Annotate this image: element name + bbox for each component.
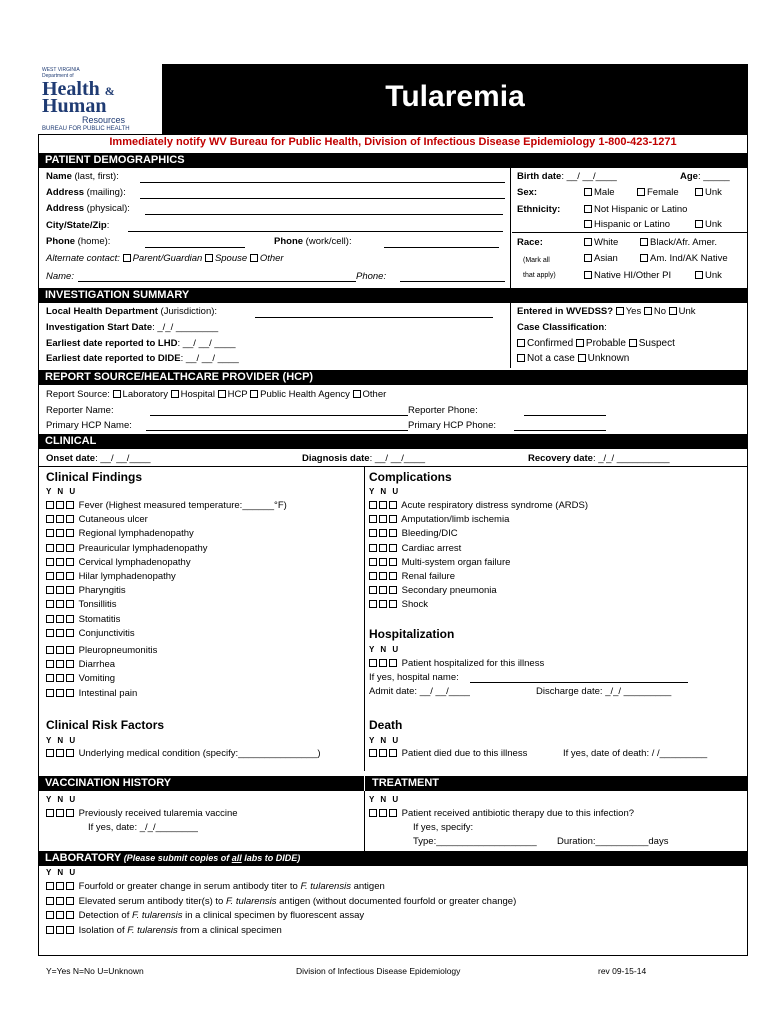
hospital-name-label: If yes, hospital name: xyxy=(369,672,459,683)
wvedss-no-checkbox[interactable] xyxy=(644,307,652,315)
unk-checkbox[interactable] xyxy=(66,674,74,682)
birth-date[interactable]: Birth date: __/ __/____ xyxy=(517,171,617,182)
yes-checkbox[interactable] xyxy=(46,660,54,668)
notify-notice: Immediately notify WV Bureau for Public Health, Division of Infectious Disease Epidemiology 1-800-423-1271 xyxy=(109,136,677,148)
unk-checkbox[interactable] xyxy=(66,600,74,608)
lab-criteria-row[interactable] xyxy=(46,881,385,892)
no-checkbox[interactable] xyxy=(56,689,64,697)
lhd-field[interactable] xyxy=(255,317,493,318)
complication-row[interactable] xyxy=(369,599,428,610)
reporter-name-label: Reporter Name: xyxy=(46,405,114,416)
clinical-finding-label: Tonsillitis xyxy=(78,599,117,611)
no-checkbox[interactable] xyxy=(56,615,64,623)
clinical-finding-label: Regional lymphadenopathy xyxy=(78,528,194,540)
logo-bureau: BUREAU FOR PUBLIC HEALTH xyxy=(42,126,130,132)
alt-name-label: Name: xyxy=(46,271,74,282)
yes-checkbox[interactable] xyxy=(369,586,377,594)
phone-cell-label: Phone (work/cell): xyxy=(274,236,352,247)
clinical-finding-row[interactable] xyxy=(46,659,115,670)
wvedss-unk-checkbox[interactable] xyxy=(669,307,677,315)
primary-hcp-name-label: Primary HCP Name: xyxy=(46,420,132,431)
name-field[interactable] xyxy=(140,182,505,183)
yes-checkbox[interactable] xyxy=(46,529,54,537)
hospitalization-ynu-header: Y N U xyxy=(369,645,401,654)
primary-hcp-phone-field[interactable] xyxy=(514,430,606,431)
section-laboratory: LABORATORY (Please submit copies of all labs to DIDE) xyxy=(38,851,748,866)
unk-checkbox[interactable] xyxy=(66,544,74,552)
title-banner xyxy=(162,64,748,134)
yes-checkbox[interactable] xyxy=(46,558,54,566)
clinical-finding-row[interactable] xyxy=(46,688,137,699)
no-checkbox[interactable] xyxy=(56,572,64,580)
clinical-finding-row[interactable] xyxy=(46,514,148,525)
no-checkbox[interactable] xyxy=(56,882,64,890)
lab-text-b: F. tularensis xyxy=(127,924,178,936)
yes-checkbox[interactable] xyxy=(369,529,377,537)
no-checkbox[interactable] xyxy=(379,558,387,566)
complications-ynu-header: Y N U xyxy=(369,487,401,496)
unk-checkbox[interactable] xyxy=(66,882,74,890)
yes-checkbox[interactable] xyxy=(46,882,54,890)
clinical-finding-label: Pleuropneumonitis xyxy=(78,645,158,656)
yes-checkbox[interactable] xyxy=(369,515,377,523)
unk-checkbox[interactable] xyxy=(66,615,74,623)
vaccine-date[interactable]: If yes, date: _/_/________ xyxy=(88,822,198,833)
treatment-ynu-header: Y N U xyxy=(369,795,401,804)
investigation-start-date[interactable]: Investigation Start Date: _/_/ ________ xyxy=(46,322,219,333)
unk-checkbox[interactable] xyxy=(66,926,74,934)
lab-criteria-row[interactable] xyxy=(46,925,282,936)
laboratory-checkbox[interactable] xyxy=(113,390,121,398)
lab-text-c: from a clinical specimen xyxy=(177,924,282,936)
section-clinical: CLINICAL xyxy=(38,434,748,449)
clinical-finding-label: Stomatitis xyxy=(78,613,121,625)
complication-label: Amputation/limb ischemia xyxy=(401,514,510,526)
phone-cell-field[interactable] xyxy=(384,247,499,248)
no-checkbox[interactable] xyxy=(56,501,64,509)
unk-checkbox[interactable] xyxy=(389,544,397,552)
clinical-finding-row[interactable] xyxy=(46,645,157,656)
no-checkbox[interactable] xyxy=(56,926,64,934)
not-a-case-checkbox[interactable] xyxy=(517,354,525,362)
clinical-finding-row[interactable] xyxy=(46,528,194,539)
spouse-checkbox[interactable] xyxy=(205,254,213,262)
yes-checkbox[interactable] xyxy=(46,501,54,509)
unk-checkbox[interactable] xyxy=(389,501,397,509)
yes-checkbox[interactable] xyxy=(46,897,54,905)
complication-row[interactable] xyxy=(369,585,497,596)
sex-female[interactable]: Female xyxy=(637,187,679,198)
age[interactable]: Age: _____ xyxy=(680,171,730,182)
diagnosis-date[interactable]: Diagnosis date: __/ __/____ xyxy=(302,453,426,464)
yes-checkbox[interactable] xyxy=(46,911,54,919)
no-checkbox[interactable] xyxy=(379,600,387,608)
lab-text-a: Fourfold or greater change in serum antibody titer to xyxy=(78,881,301,892)
lab-ynu-header: Y N U xyxy=(46,868,78,877)
clinical-finding-label: Cervical lymphadenopathy xyxy=(78,556,191,568)
ethnicity-not-hispanic[interactable]: Not Hispanic or Latino xyxy=(584,204,687,215)
clinical-finding-label: Preauricular lymphadenopathy xyxy=(78,542,208,554)
complication-row[interactable] xyxy=(369,500,588,511)
no-checkbox[interactable] xyxy=(379,501,387,509)
clinical-finding-row[interactable] xyxy=(46,557,191,568)
clinical-finding-label: Intestinal pain xyxy=(78,687,138,699)
no-checkbox[interactable] xyxy=(56,544,64,552)
findings-ynu-header: Y N U xyxy=(46,487,78,496)
no-checkbox[interactable] xyxy=(56,586,64,594)
city-field[interactable] xyxy=(128,231,503,232)
yes-checkbox[interactable] xyxy=(369,600,377,608)
lab-text-a: Isolation of xyxy=(78,924,128,936)
lab-criteria-row[interactable] xyxy=(46,910,364,921)
no-checkbox[interactable] xyxy=(56,674,64,682)
risk-ynu-header: Y N U xyxy=(46,736,78,745)
no-checkbox[interactable] xyxy=(379,586,387,594)
section-patient-demographics: PATIENT DEMOGRAPHICS xyxy=(38,153,748,168)
logo-resources: Resources xyxy=(82,115,126,125)
complication-label: Cardiac arrest xyxy=(401,542,462,554)
vaccine-received-row[interactable]: Previously received tularemia vaccine xyxy=(46,808,238,819)
yes-checkbox[interactable] xyxy=(46,674,54,682)
clinical-finding-label: Hilar lymphadenopathy xyxy=(78,571,176,582)
confirmed-checkbox[interactable] xyxy=(517,339,525,347)
dide-report-date[interactable]: Earliest date reported to DIDE: __/ __/ ____ xyxy=(46,353,239,364)
complication-label: Acute respiratory distress syndrome (ARDS) xyxy=(401,500,589,511)
clinical-finding-row[interactable] xyxy=(46,543,208,554)
clinical-finding-label: Pharyngitis xyxy=(78,585,126,597)
race-that-apply: that apply) xyxy=(523,272,556,279)
lhd-report-date[interactable]: Earliest date reported to LHD: __/ __/ ____ xyxy=(46,338,236,349)
other-contact-checkbox[interactable] xyxy=(250,254,258,262)
antibiotic-row[interactable]: Patient received antibiotic therapy due to this infection? xyxy=(369,808,634,819)
clinical-findings-title: Clinical Findings xyxy=(46,470,143,484)
lhd-label: Local Health Department (Jurisdiction): xyxy=(46,306,218,317)
footer-revision: rev 09-15-14 xyxy=(598,966,647,976)
clinical-finding-row[interactable] xyxy=(46,599,116,610)
complications-title: Complications xyxy=(369,470,452,484)
unk-checkbox[interactable] xyxy=(66,501,74,509)
alt-phone-field[interactable] xyxy=(400,281,505,282)
footer-division: Division of Infectious Disease Epidemiology xyxy=(296,966,461,976)
unknown-case-checkbox[interactable] xyxy=(578,354,586,362)
parent-guardian-checkbox[interactable] xyxy=(123,254,131,262)
yes-checkbox[interactable] xyxy=(46,646,54,654)
complication-label: Secondary pneumonia xyxy=(401,585,497,597)
section-report-source: REPORT SOURCE/HEALTHCARE PROVIDER (HCP) xyxy=(38,370,748,385)
death-title: Death xyxy=(369,718,403,732)
yes-checkbox[interactable] xyxy=(46,586,54,594)
race-black[interactable]: Black/Afr. Amer. xyxy=(640,237,717,248)
case-class-row-2: Not a case Unknown xyxy=(517,353,629,365)
mailing-label: Address (mailing): xyxy=(46,187,126,198)
clinical-finding-row[interactable] xyxy=(46,500,287,511)
no-checkbox[interactable] xyxy=(56,515,64,523)
yes-checkbox[interactable] xyxy=(46,544,54,552)
no-checkbox[interactable] xyxy=(56,600,64,608)
unk-checkbox[interactable] xyxy=(66,689,74,697)
complication-label: Bleeding/DIC xyxy=(401,528,458,540)
yes-checkbox[interactable] xyxy=(46,615,54,623)
public-health-checkbox[interactable] xyxy=(250,390,258,398)
unk-checkbox[interactable] xyxy=(66,897,74,905)
complication-label: Renal failure xyxy=(401,571,455,582)
logo-human: Human xyxy=(42,95,107,117)
lab-text-b: F. tularensis xyxy=(225,895,277,907)
case-classification-label: Case Classification: xyxy=(517,322,607,333)
reporter-phone-label: Reporter Phone: xyxy=(408,405,478,416)
no-checkbox[interactable] xyxy=(56,629,64,637)
race-mark-all: (Mark all xyxy=(523,257,550,264)
unk-checkbox[interactable] xyxy=(66,515,74,523)
hospital-name-field[interactable] xyxy=(470,682,688,683)
hcp-checkbox[interactable] xyxy=(218,390,226,398)
yes-checkbox[interactable] xyxy=(369,544,377,552)
sex-unk[interactable]: Unk xyxy=(695,187,722,198)
complication-row[interactable] xyxy=(369,557,510,568)
race-white[interactable]: White xyxy=(584,237,618,248)
lab-text-c: antigen (without documented fourfold or greater change) xyxy=(276,895,517,907)
unk-checkbox[interactable] xyxy=(66,529,74,537)
footer-legend: Y=Yes N=No U=Unknown xyxy=(46,966,144,976)
death-ynu-header: Y N U xyxy=(369,736,401,745)
clinical-finding-row[interactable] xyxy=(46,673,115,684)
wv-dhhr-logo xyxy=(38,64,162,142)
wvedss-yes-checkbox[interactable] xyxy=(616,307,624,315)
race-unk[interactable]: Unk xyxy=(695,270,722,281)
lab-text-b: F. tularensis xyxy=(300,881,351,892)
clinical-finding-label: Cutaneous ulcer xyxy=(78,514,148,526)
clinical-finding-row[interactable] xyxy=(46,585,126,596)
wvedss-row: Entered in WVEDSS? Yes No Unk xyxy=(517,306,696,317)
clinical-finding-row[interactable] xyxy=(46,628,135,639)
report-source-row: Report Source: Laboratory Hospital HCP Public Health Agency Other xyxy=(46,389,387,400)
no-checkbox[interactable] xyxy=(56,897,64,905)
unk-checkbox[interactable] xyxy=(66,558,74,566)
complication-row[interactable] xyxy=(369,528,458,539)
name-label: Name (last, first): xyxy=(46,171,119,182)
reporter-phone-field[interactable] xyxy=(524,415,606,416)
race-asian[interactable]: Asian xyxy=(584,253,618,264)
lab-text-a: Detection of xyxy=(78,910,132,921)
unk-checkbox[interactable] xyxy=(389,586,397,594)
clinical-finding-label: Diarrhea xyxy=(78,659,116,671)
yes-checkbox[interactable] xyxy=(46,600,54,608)
section-treatment: TREATMENT xyxy=(364,776,748,791)
logo-state: WEST VIRGINIA Department of xyxy=(42,67,80,79)
other-source-checkbox[interactable] xyxy=(353,390,361,398)
lab-criteria-row[interactable] xyxy=(46,896,516,907)
complication-label: Multi-system organ failure xyxy=(401,556,511,568)
no-checkbox[interactable] xyxy=(379,572,387,580)
complication-row[interactable] xyxy=(369,571,455,582)
clinical-finding-row[interactable] xyxy=(46,614,120,625)
unk-checkbox[interactable] xyxy=(66,911,74,919)
ethnicity-label: Ethnicity: xyxy=(517,204,561,215)
no-checkbox[interactable] xyxy=(56,911,64,919)
reporter-name-field[interactable] xyxy=(150,415,408,416)
no-checkbox[interactable] xyxy=(56,529,64,537)
discharge-date[interactable]: Discharge date: _/_/ _________ xyxy=(536,686,672,697)
unk-checkbox[interactable] xyxy=(389,572,397,580)
complication-label: Shock xyxy=(401,599,429,611)
recovery-date[interactable]: Recovery date: _/_/ __________ xyxy=(528,453,670,464)
yes-checkbox[interactable] xyxy=(46,515,54,523)
vaccination-ynu-header: Y N U xyxy=(46,795,78,804)
no-checkbox[interactable] xyxy=(379,515,387,523)
yes-checkbox[interactable] xyxy=(46,572,54,580)
complication-row[interactable] xyxy=(369,543,461,554)
unk-checkbox[interactable] xyxy=(66,660,74,668)
underlying-condition-row[interactable]: Underlying medical condition (specify:_______________) xyxy=(46,748,321,759)
unk-checkbox[interactable] xyxy=(66,629,74,637)
probable-checkbox[interactable] xyxy=(576,339,584,347)
sex-male[interactable]: Male xyxy=(584,187,615,198)
clinical-finding-label: Fever (Highest measured temperature:______°F) xyxy=(78,500,287,511)
yes-checkbox[interactable] xyxy=(46,689,54,697)
race-am-ind[interactable]: Am. Ind/AK Native xyxy=(640,253,728,264)
alt-name-field[interactable] xyxy=(78,281,356,282)
sex-label: Sex: xyxy=(517,187,538,198)
patient-died-row[interactable]: Patient died due to this illness xyxy=(369,748,527,759)
phone-home-label: Phone (home): xyxy=(46,236,111,247)
primary-hcp-phone-label: Primary HCP Phone: xyxy=(408,420,496,431)
page-title: Tularemia xyxy=(385,80,525,113)
no-checkbox[interactable] xyxy=(379,544,387,552)
no-checkbox[interactable] xyxy=(379,529,387,537)
section-investigation-summary: INVESTIGATION SUMMARY xyxy=(38,288,748,303)
no-checkbox[interactable] xyxy=(56,558,64,566)
alternate-contact-row: Alternate contact: Parent/Guardian Spouse Other xyxy=(46,253,284,264)
unk-checkbox[interactable] xyxy=(389,558,397,566)
section-vaccination-history: VACCINATION HISTORY xyxy=(38,776,364,791)
alt-phone-label: Phone: xyxy=(356,271,387,282)
clinical-finding-label: Conjunctivitis xyxy=(78,627,135,639)
no-checkbox[interactable] xyxy=(56,646,64,654)
suspect-checkbox[interactable] xyxy=(629,339,637,347)
unk-checkbox[interactable] xyxy=(389,515,397,523)
unk-checkbox[interactable] xyxy=(66,586,74,594)
onset-date[interactable]: Onset date: __/ __/____ xyxy=(46,453,151,464)
unk-checkbox[interactable] xyxy=(389,529,397,537)
yes-checkbox[interactable] xyxy=(369,558,377,566)
race-native-hi[interactable]: Native HI/Other PI xyxy=(584,270,671,281)
hospitalized-row[interactable]: Patient hospitalized for this illness xyxy=(369,658,544,669)
yes-checkbox[interactable] xyxy=(369,572,377,580)
lab-text-b: F. tularensis xyxy=(131,910,183,921)
case-class-row-1: Confirmed Probable Suspect xyxy=(517,338,675,350)
yes-checkbox[interactable] xyxy=(46,926,54,934)
yes-checkbox[interactable] xyxy=(369,501,377,509)
lab-text-c: in a clinical specimen by fluorescent assay xyxy=(182,910,365,921)
mailing-address-field[interactable] xyxy=(140,198,505,199)
treatment-specify-label: If yes, specify: xyxy=(413,822,474,833)
treatment-duration[interactable]: Duration:__________days xyxy=(557,836,669,847)
hospital-checkbox[interactable] xyxy=(171,390,179,398)
lab-text-a: Elevated serum antibody titer(s) to xyxy=(78,895,226,907)
city-label: City/State/Zip: xyxy=(46,220,110,231)
date-of-death[interactable]: If yes, date of death: / /_________ xyxy=(563,748,708,759)
no-checkbox[interactable] xyxy=(56,660,64,668)
yes-checkbox[interactable] xyxy=(46,629,54,637)
primary-hcp-name-field[interactable] xyxy=(146,430,408,431)
logo-health: Health & xyxy=(42,78,115,100)
treatment-type[interactable]: Type:___________________ xyxy=(413,836,537,847)
unk-checkbox[interactable] xyxy=(389,600,397,608)
physical-address-field[interactable] xyxy=(145,214,503,215)
complication-row[interactable] xyxy=(369,514,509,525)
race-label: Race: xyxy=(517,237,543,248)
unk-checkbox[interactable] xyxy=(66,646,74,654)
clinical-finding-label: Vomiting xyxy=(78,673,116,685)
risk-factors-title: Clinical Risk Factors xyxy=(46,718,165,732)
unk-checkbox[interactable] xyxy=(66,572,74,580)
lab-text-c: antigen xyxy=(350,881,385,892)
phone-home-field[interactable] xyxy=(145,247,245,248)
admit-date[interactable]: Admit date: __/ __/____ xyxy=(369,686,470,697)
clinical-finding-row[interactable] xyxy=(46,571,176,582)
ethnicity-unk[interactable]: Unk xyxy=(695,219,722,230)
ethnicity-hispanic[interactable]: Hispanic or Latino xyxy=(584,219,670,230)
hospitalization-title: Hospitalization xyxy=(369,627,455,641)
physical-label: Address (physical): xyxy=(46,203,130,214)
